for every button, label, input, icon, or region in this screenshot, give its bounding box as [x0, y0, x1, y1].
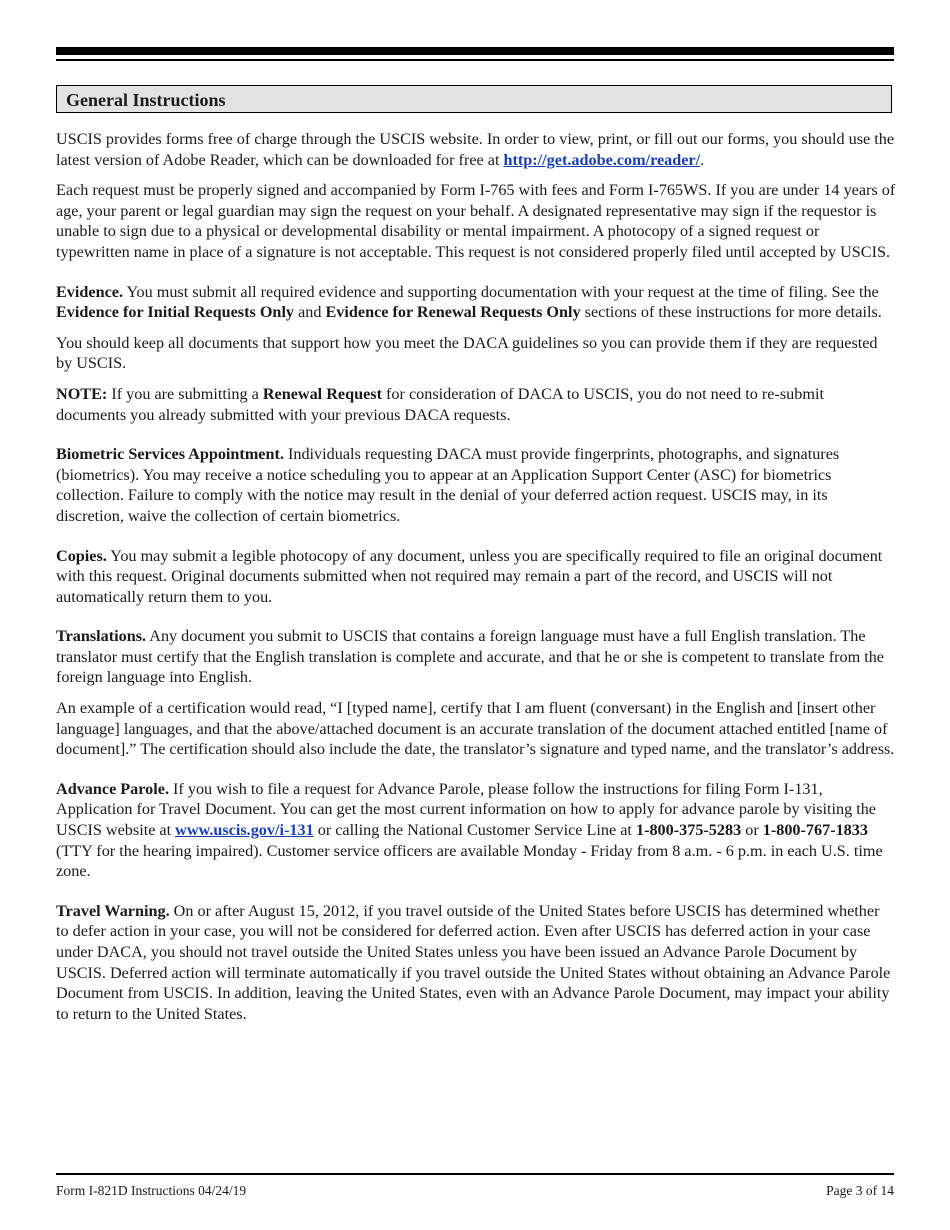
travel-warning-heading: Travel Warning. — [56, 901, 170, 920]
note-paragraph: NOTE: If you are submitting a Renewal Request for consideration of DACA to USCIS, you do not need to re-submit documents you already submitted with your previous DACA requests. — [56, 384, 824, 424]
top-thick-rule — [56, 47, 894, 55]
copies-heading: Copies. — [56, 546, 107, 565]
copies-paragraph: Copies. You may submit a legible photocopy of any document, unless you are specifically required to file an original document with this request. Original documents submitted when not required may remain a part of the record, and USCIS will not automatically return them to you. — [56, 546, 883, 606]
footer-page-number: Page 3 of 14 — [826, 1183, 894, 1198]
document-body — [56, 129, 896, 1024]
translations-paragraph-2: An example of a certification would read, “I [typed name], certify that I am fluent (conversant) in the English and [insert other language] languages, and that the above/attached document is an accurate translation of the document attached entitled [name of document].” The certification should also include the date, the translator’s signature and typed name, and the translator’s address. — [56, 699, 895, 759]
top-thin-rule — [56, 59, 894, 61]
biometric-heading: Biometric Services Appointment. — [56, 445, 284, 464]
note-heading: NOTE: — [56, 384, 108, 403]
advance-parole-heading: Advance Parole. — [56, 779, 169, 798]
section-title: General Instructions — [66, 90, 226, 110]
evidence-paragraph-2: You should keep all documents that support how you meet the DACA guidelines so you can provide them if they are requested by USCIS. — [56, 333, 878, 373]
footer-form-id: Form I-821D Instructions 04/24/19 — [56, 1183, 247, 1198]
travel-warning-paragraph: Travel Warning. On or after August 15, 2012, if you travel outside of the United States before USCIS has determined whether to defer action in your case, you will not be considered for deferred action. Even after USCIS has deferred action in your case under DACA, you should not travel outside the United States unless you have been issued an Advance Parole Document by USCIS. Deferred action will terminate automatically if you travel outside the United States without obtaining an Advance Parole Document from USCIS. In addition, leaving the United States, even with an Advance Parole Document, may impact your ability to return to the United States. — [56, 901, 891, 1023]
phone-number-2: 1-800-767-1833 — [762, 821, 868, 840]
translations-heading: Translations. — [56, 627, 147, 646]
translations-paragraph: Translations. Any document you submit to USCIS that contains a foreign language must have a full English translation. The translator must certify that the English translation is complete and accurate, and that he or she is competent to translate from the foreign language into English. — [56, 627, 884, 687]
intro-paragraph-2: Each request must be properly signed and accompanied by Form I-765 with fees and Form I-765WS. If you are under 14 years of age, your parent or legal guardian may sign the request on your behalf. A designated representative may sign if the requestor is unable to sign due to a physical or developmental disability or mental impairment. A photocopy of a signed request or typewritten name in place of a signature is not acceptable. This request is not considered properly filed until accepted by USCIS. — [56, 181, 896, 261]
biometric-paragraph: Biometric Services Appointment. Individuals requesting DACA must provide fingerprints, photographs, and signatures (biometrics). You may receive a notice scheduling you to appear at an Application Support Center (ASC) for biometrics collection. Failure to comply with the notice may result in the denial of your deferred action request. USCIS may, in its discretion, waive the collection of certain biometrics. — [56, 445, 840, 525]
uscis-i131-link[interactable]: www.uscis.gov/i-131 — [175, 821, 314, 840]
footer-rule — [56, 1173, 894, 1175]
evidence-paragraph: Evidence. You must submit all required evidence and supporting documentation with your request at the time of filing. See the Evidence for Initial Requests Only and Evidence for Renewal Requests Only sections of these instructions for more details. — [56, 282, 882, 322]
phone-number-1: 1-800-375-5283 — [635, 821, 742, 840]
intro-paragraph-1: USCIS provides forms free of charge through the USCIS website. In order to view, print, or fill out our forms, you should use the latest version of Adobe Reader, which can be downloaded for free at http://get.adobe.com/reader/. — [56, 130, 895, 169]
adobe-reader-link[interactable]: http://get.adobe.com/reader/ — [503, 150, 701, 169]
section-header — [56, 85, 892, 113]
advance-parole-paragraph: Advance Parole. If you wish to file a request for Advance Parole, please follow the instructions for filing Form I-131, Application for Travel Document. You can get the most current information on how to apply for advance parole by visiting the USCIS website at www.uscis.gov/i-131 or calling the National Customer Service Line at 1-800-375-5283 or 1-800-767-1833 (TTY for the hearing impaired). Customer service officers are available Monday - Friday from 8 a.m. - 6 p.m. in each U.S. time zone. — [56, 779, 883, 881]
evidence-heading: Evidence. — [56, 282, 123, 301]
